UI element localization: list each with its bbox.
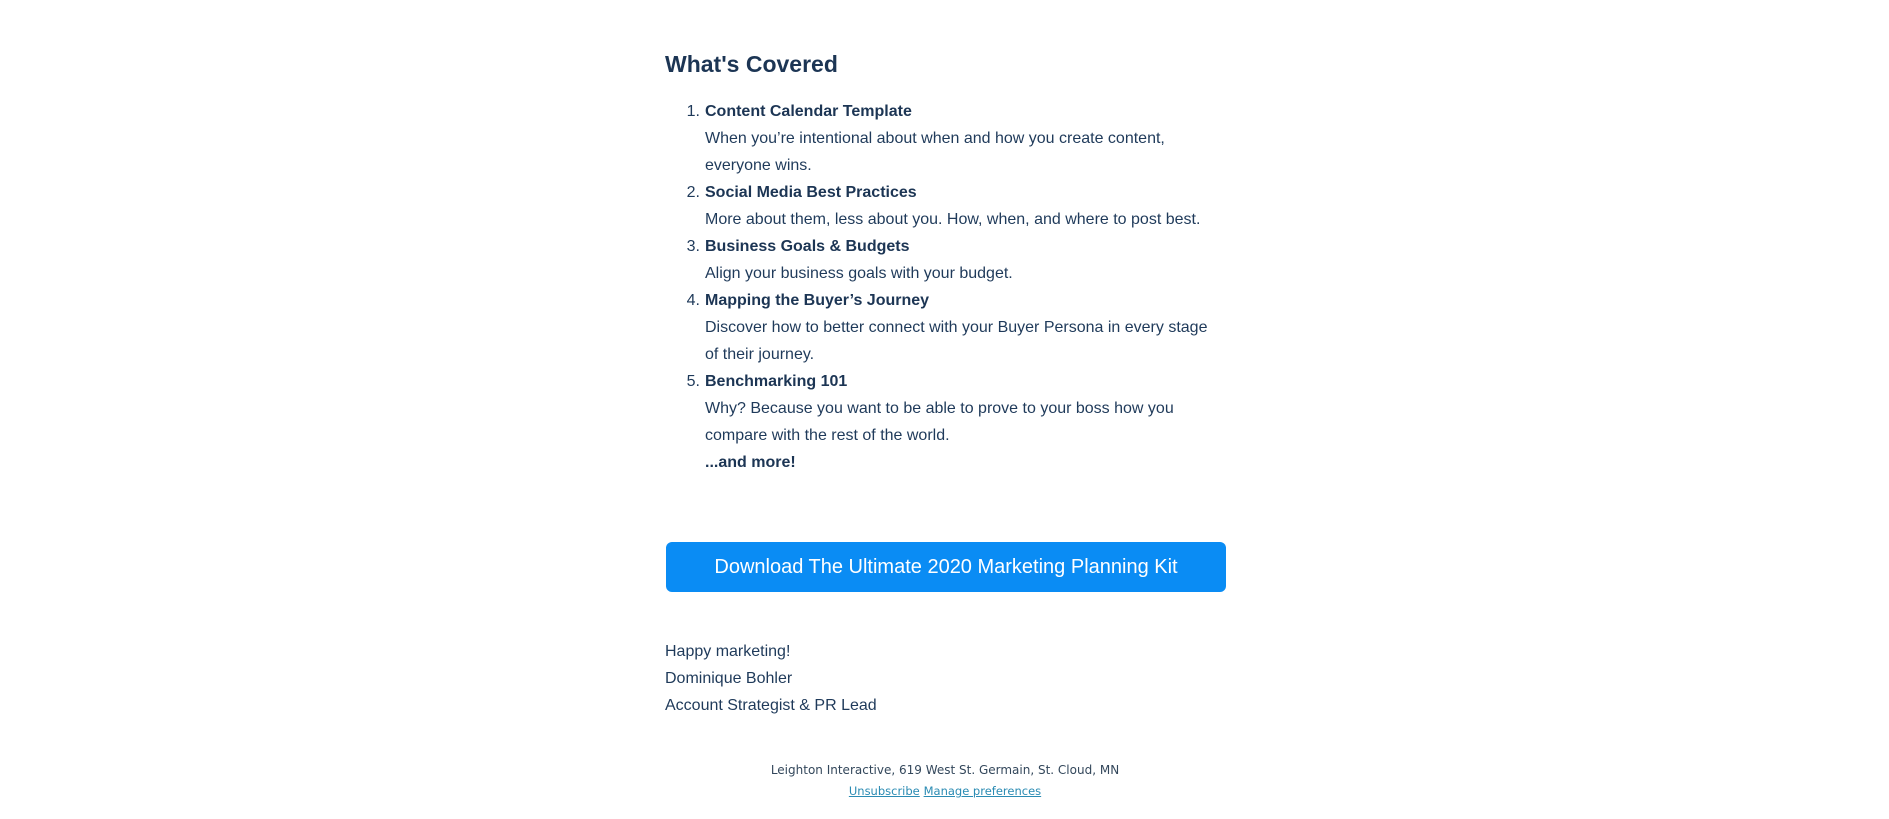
item-number: 3.: [686, 238, 700, 255]
section-title: What's Covered: [665, 51, 838, 77]
list-item: [665, 233, 1225, 287]
item-title: Social Media Best Practices: [705, 184, 917, 201]
item-number: 2.: [686, 184, 700, 201]
item-number: 1.: [686, 103, 700, 120]
signoff-greeting: Happy marketing!: [665, 643, 791, 660]
signoff: [665, 638, 1225, 719]
list-item: [665, 368, 1225, 449]
footer-links: [665, 781, 1225, 802]
email-footer: [665, 760, 1225, 802]
item-title: Content Calendar Template: [705, 103, 912, 120]
manage-preferences-link[interactable]: Manage preferences: [923, 784, 1042, 798]
signoff-role: Account Strategist & PR Lead: [665, 697, 877, 714]
item-description: Why? Because you want to be able to prove to your boss how you compare with the rest of the world.: [705, 400, 1174, 444]
and-more-text: ...and more!: [705, 454, 796, 471]
item-number: 4.: [686, 292, 700, 309]
item-description: When you’re intentional about when and how you create content, everyone wins.: [705, 130, 1165, 174]
list-item: [665, 287, 1225, 368]
item-description: Align your business goals with your budget.: [705, 265, 1013, 282]
download-kit-button[interactable]: Download The Ultimate 2020 Marketing Planning Kit: [666, 542, 1226, 592]
covered-list: [665, 98, 1225, 476]
list-item: [665, 179, 1225, 233]
footer-address: Leighton Interactive, 619 West St. Germain, St. Cloud, MN: [770, 763, 1120, 777]
unsubscribe-link[interactable]: Unsubscribe: [848, 784, 920, 798]
item-title: Mapping the Buyer’s Journey: [705, 292, 930, 309]
item-number: 5.: [686, 373, 700, 390]
item-description: More about them, less about you. How, when, and where to post best.: [705, 211, 1201, 228]
item-description: Discover how to better connect with your Buyer Persona in every stage of their journey.: [705, 319, 1208, 363]
list-item: [665, 98, 1225, 179]
item-title: Benchmarking 101: [705, 373, 848, 390]
item-title: Business Goals & Budgets: [705, 238, 910, 255]
signoff-name: Dominique Bohler: [665, 670, 793, 687]
